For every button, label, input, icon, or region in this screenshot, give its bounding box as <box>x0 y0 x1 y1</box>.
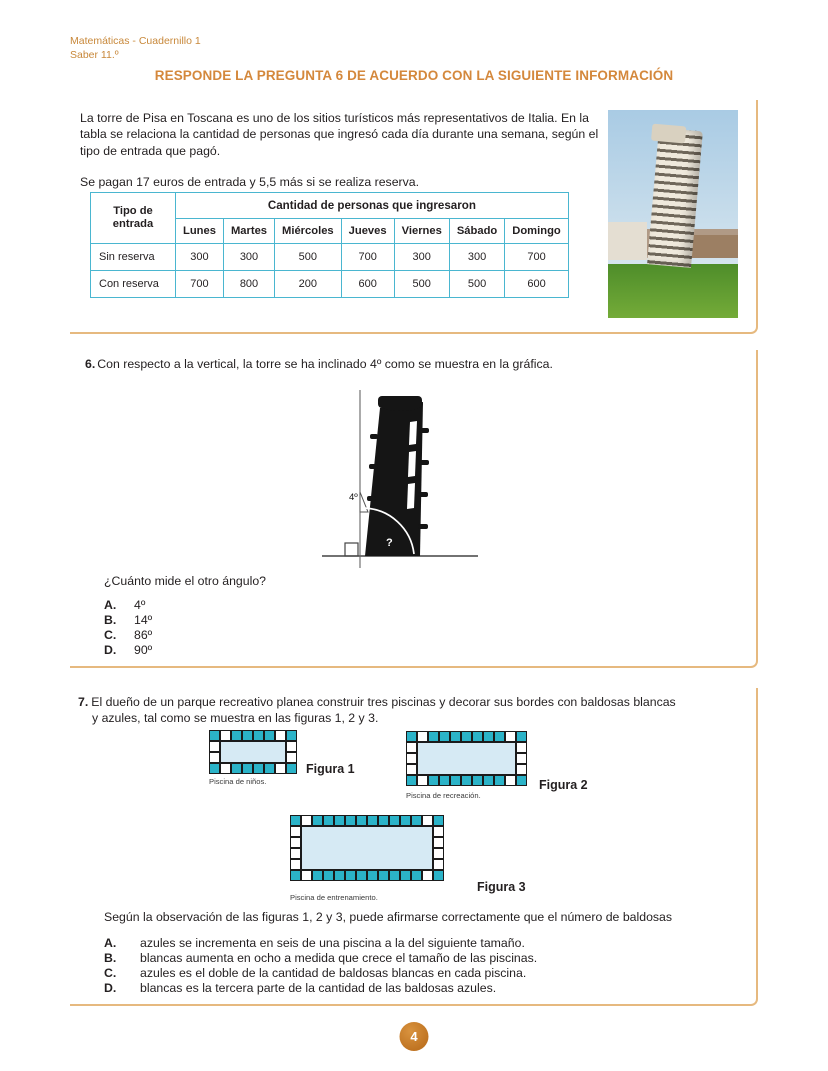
pool-tile <box>494 775 505 786</box>
table-day-header: Sábado <box>449 219 504 244</box>
pool-tile <box>406 775 417 786</box>
table-header-row-span <box>91 193 569 219</box>
pool-tile <box>275 763 286 774</box>
pool-tile <box>389 815 400 826</box>
visitors-table <box>90 192 569 298</box>
question-6-option-text: 86º <box>134 628 153 642</box>
pool-tile <box>378 870 389 881</box>
pool-figure-1-label: Figura 1 <box>306 762 355 776</box>
pool-tile <box>472 775 483 786</box>
pool-tile <box>334 870 345 881</box>
pool-tile <box>275 730 286 741</box>
pool-tile <box>428 731 439 742</box>
question-7-option-text: azules se incrementa en seis de una piscina a la del siguiente tamaño. <box>140 936 525 950</box>
pool-tile <box>356 870 367 881</box>
pool-tile <box>406 731 417 742</box>
pool-figure-3-caption: Piscina de entrenamiento. <box>290 893 378 902</box>
question-7-option-letter: C. <box>104 966 117 980</box>
pool-tile <box>433 815 444 826</box>
pool-tile <box>433 848 444 859</box>
pool-tile <box>286 730 297 741</box>
question-7-option-letter: A. <box>104 936 117 950</box>
pool-tile <box>483 775 494 786</box>
pool-tile <box>209 752 220 763</box>
pool-tile <box>231 763 242 774</box>
question-6-stem <box>85 356 725 372</box>
question-6-option-letter: C. <box>104 628 117 642</box>
table-cell-value: 700 <box>341 244 394 271</box>
pool-figure-1-caption: Piscina de niños. <box>209 777 267 786</box>
pool-tile <box>461 731 472 742</box>
pool-tile <box>516 731 527 742</box>
question-6-option-letter: A. <box>104 598 117 612</box>
question-7-stem-line-1: El dueño de un parque recreativo planea construir tres piscinas y decorar sus bordes con baldosas blancas <box>91 695 676 709</box>
question-7-option-letter: B. <box>104 951 117 965</box>
intro-paragraph-2: Se pagan 17 euros de entrada y 5,5 más si se realiza reserva. <box>80 175 420 190</box>
pool-tile <box>242 763 253 774</box>
pool-tile <box>428 775 439 786</box>
table-corner-header: Tipo de entrada <box>91 193 176 244</box>
table-cell-value: 700 <box>176 271 224 298</box>
question-6-ask: ¿Cuánto mide el otro ángulo? <box>104 574 267 588</box>
question-7-number: 7. <box>78 695 89 709</box>
question-6-option-letter: B. <box>104 613 117 627</box>
pool-figure-1 <box>209 730 297 774</box>
question-7-option-text: azules es el doble de la cantidad de baldosas blancas en cada piscina. <box>140 966 527 980</box>
pool-tile <box>301 815 312 826</box>
pool-water <box>301 826 433 870</box>
intro-text <box>80 110 600 191</box>
pool-tile <box>231 730 242 741</box>
pool-tile <box>406 753 417 764</box>
pool-tile <box>312 815 323 826</box>
question-6-option-text: 4º <box>134 598 146 612</box>
question-6-option-text: 90º <box>134 643 153 657</box>
pool-tile <box>461 775 472 786</box>
running-head-line-2: Saber 11.º <box>70 48 119 61</box>
table-cell-value: 700 <box>505 244 568 271</box>
tower-silhouette <box>365 396 429 556</box>
pool-tile <box>433 837 444 848</box>
pool-tile <box>301 870 312 881</box>
question-7-option[interactable] <box>104 981 537 996</box>
table-cell-value: 300 <box>449 244 504 271</box>
table-day-header: Martes <box>223 219 274 244</box>
pool-water <box>220 741 286 763</box>
photo-tower-belfry <box>651 123 686 143</box>
table-day-header: Jueves <box>341 219 394 244</box>
question-6-option-text: 14º <box>134 613 153 627</box>
question-6-stem-text: Con respecto a la vertical, la torre se ha inclinado 4º como se muestra en la gráfica. <box>97 357 553 371</box>
question-6-option[interactable] <box>104 598 152 613</box>
table-row <box>91 271 569 298</box>
pool-figure-2-caption: Piscina de recreación. <box>406 791 481 800</box>
pool-tile <box>264 763 275 774</box>
pool-tile <box>345 815 356 826</box>
pool-tile <box>290 815 301 826</box>
pool-tile <box>417 731 428 742</box>
pool-tile <box>220 730 231 741</box>
pool-tile <box>433 859 444 870</box>
question-6-option[interactable] <box>104 613 152 628</box>
pool-tile <box>367 870 378 881</box>
table-day-header: Domingo <box>505 219 568 244</box>
pool-tile <box>450 775 461 786</box>
table-body <box>91 244 569 298</box>
pool-tile <box>242 730 253 741</box>
table-day-header: Lunes <box>176 219 224 244</box>
running-head <box>70 35 201 62</box>
table-row <box>91 244 569 271</box>
table-cell-value: 300 <box>223 244 274 271</box>
question-7-option[interactable] <box>104 966 537 981</box>
question-6-option[interactable] <box>104 643 152 658</box>
question-7-option-letter: D. <box>104 981 117 995</box>
table-row-label: Con reserva <box>91 271 176 298</box>
pool-figure-2-label: Figura 2 <box>539 778 588 792</box>
pool-tile <box>483 731 494 742</box>
intro-paragraph-1: La torre de Pisa en Toscana es uno de los sitios turísticos más representativos de Italia. En la tabla se relaciona la cantidad de personas que ingresó cada día durante una semana, según el tipo de entrada que pagó. <box>80 111 599 158</box>
pool-tile <box>433 870 444 881</box>
pool-tile <box>439 775 450 786</box>
pool-tile <box>516 753 527 764</box>
question-6-option-letter: D. <box>104 643 117 657</box>
question-7-stem <box>78 694 750 727</box>
photo-cathedral <box>608 222 647 259</box>
table-cell-value: 500 <box>275 244 342 271</box>
section-title: RESPONDE LA PREGUNTA 6 DE ACUERDO CON LA SIGUIENTE INFORMACIÓN <box>154 68 674 83</box>
pool-tile <box>505 731 516 742</box>
table-cell-value: 300 <box>176 244 224 271</box>
pool-tile <box>433 826 444 837</box>
pool-tile <box>516 742 527 753</box>
question-7-ask: Según la observación de las figuras 1, 2 y 3, puede afirmarse correctamente que el número de baldosas <box>104 910 673 924</box>
pool-tile <box>286 741 297 752</box>
pool-tile <box>439 731 450 742</box>
question-7-option-text: blancas aumenta en ocho a medida que crece el tamaño de las piscinas. <box>140 951 538 965</box>
question-6-options <box>104 598 152 658</box>
pool-tile <box>406 742 417 753</box>
table-day-header: Viernes <box>394 219 449 244</box>
pool-tile <box>290 870 301 881</box>
running-head-line-1: Matemáticas - Cuadernillo 1 <box>70 35 201 47</box>
pool-tile <box>400 815 411 826</box>
pool-tile <box>290 859 301 870</box>
question-7-options <box>104 936 537 996</box>
table-row-label: Sin reserva <box>91 244 176 271</box>
pool-tile <box>253 763 264 774</box>
pool-tile <box>367 815 378 826</box>
question-7-stem-line-2: y azules, tal como se muestra en las figuras 1, 2 y 3. <box>92 711 379 726</box>
pool-figure-2 <box>406 731 527 786</box>
pool-tile <box>389 870 400 881</box>
unknown-angle-label: ? <box>386 537 393 549</box>
pool-figure-3 <box>290 815 444 881</box>
pool-tile <box>356 815 367 826</box>
table-cell-value: 500 <box>449 271 504 298</box>
leaning-tower-photo <box>608 110 738 318</box>
pool-tile <box>323 815 334 826</box>
pool-tile <box>494 731 505 742</box>
pool-tile <box>400 870 411 881</box>
right-angle-marker <box>345 543 358 556</box>
question-7-option[interactable] <box>104 951 537 966</box>
question-7-option-text: blancas es la tercera parte de la cantidad de las baldosas azules. <box>140 981 497 995</box>
angle-4-label: 4º <box>349 492 358 503</box>
pool-tile <box>209 730 220 741</box>
pool-tile <box>264 730 275 741</box>
question-6-number: 6. <box>85 357 96 371</box>
photo-background-building-right <box>691 235 738 258</box>
question-7-option[interactable] <box>104 936 537 951</box>
pool-tile <box>209 763 220 774</box>
pool-tile <box>220 763 231 774</box>
page-number-badge: 4 <box>400 1022 429 1051</box>
pool-tile <box>411 815 422 826</box>
pool-tile <box>286 752 297 763</box>
pool-tile <box>253 730 264 741</box>
pool-tile <box>505 775 516 786</box>
pool-tile <box>286 763 297 774</box>
table-cell-value: 300 <box>394 244 449 271</box>
table-day-header: Miércoles <box>275 219 342 244</box>
pool-tile <box>345 870 356 881</box>
question-6-option[interactable] <box>104 628 152 643</box>
pool-tile <box>417 775 428 786</box>
pool-tile <box>378 815 389 826</box>
pool-tile <box>411 870 422 881</box>
pool-water <box>417 742 516 775</box>
pool-tile <box>209 741 220 752</box>
pool-tile <box>406 764 417 775</box>
pool-tile <box>323 870 334 881</box>
table-cell-value: 600 <box>505 271 568 298</box>
table-cell-value: 600 <box>341 271 394 298</box>
photo-grass <box>608 264 738 318</box>
pool-tile <box>312 870 323 881</box>
table-cell-value: 500 <box>394 271 449 298</box>
pool-tile <box>290 837 301 848</box>
table-cell-value: 800 <box>223 271 274 298</box>
pool-tile <box>290 826 301 837</box>
pool-tile <box>290 848 301 859</box>
pool-tile <box>472 731 483 742</box>
pool-tile <box>516 775 527 786</box>
pool-tile <box>516 764 527 775</box>
pool-tile <box>334 815 345 826</box>
table-cell-value: 200 <box>275 271 342 298</box>
pool-figure-3-label: Figura 3 <box>477 880 526 894</box>
pool-tile <box>450 731 461 742</box>
pool-tile <box>422 815 433 826</box>
table-span-header: Cantidad de personas que ingresaron <box>176 193 569 219</box>
tower-angle-diagram <box>318 388 498 576</box>
pool-tile <box>422 870 433 881</box>
